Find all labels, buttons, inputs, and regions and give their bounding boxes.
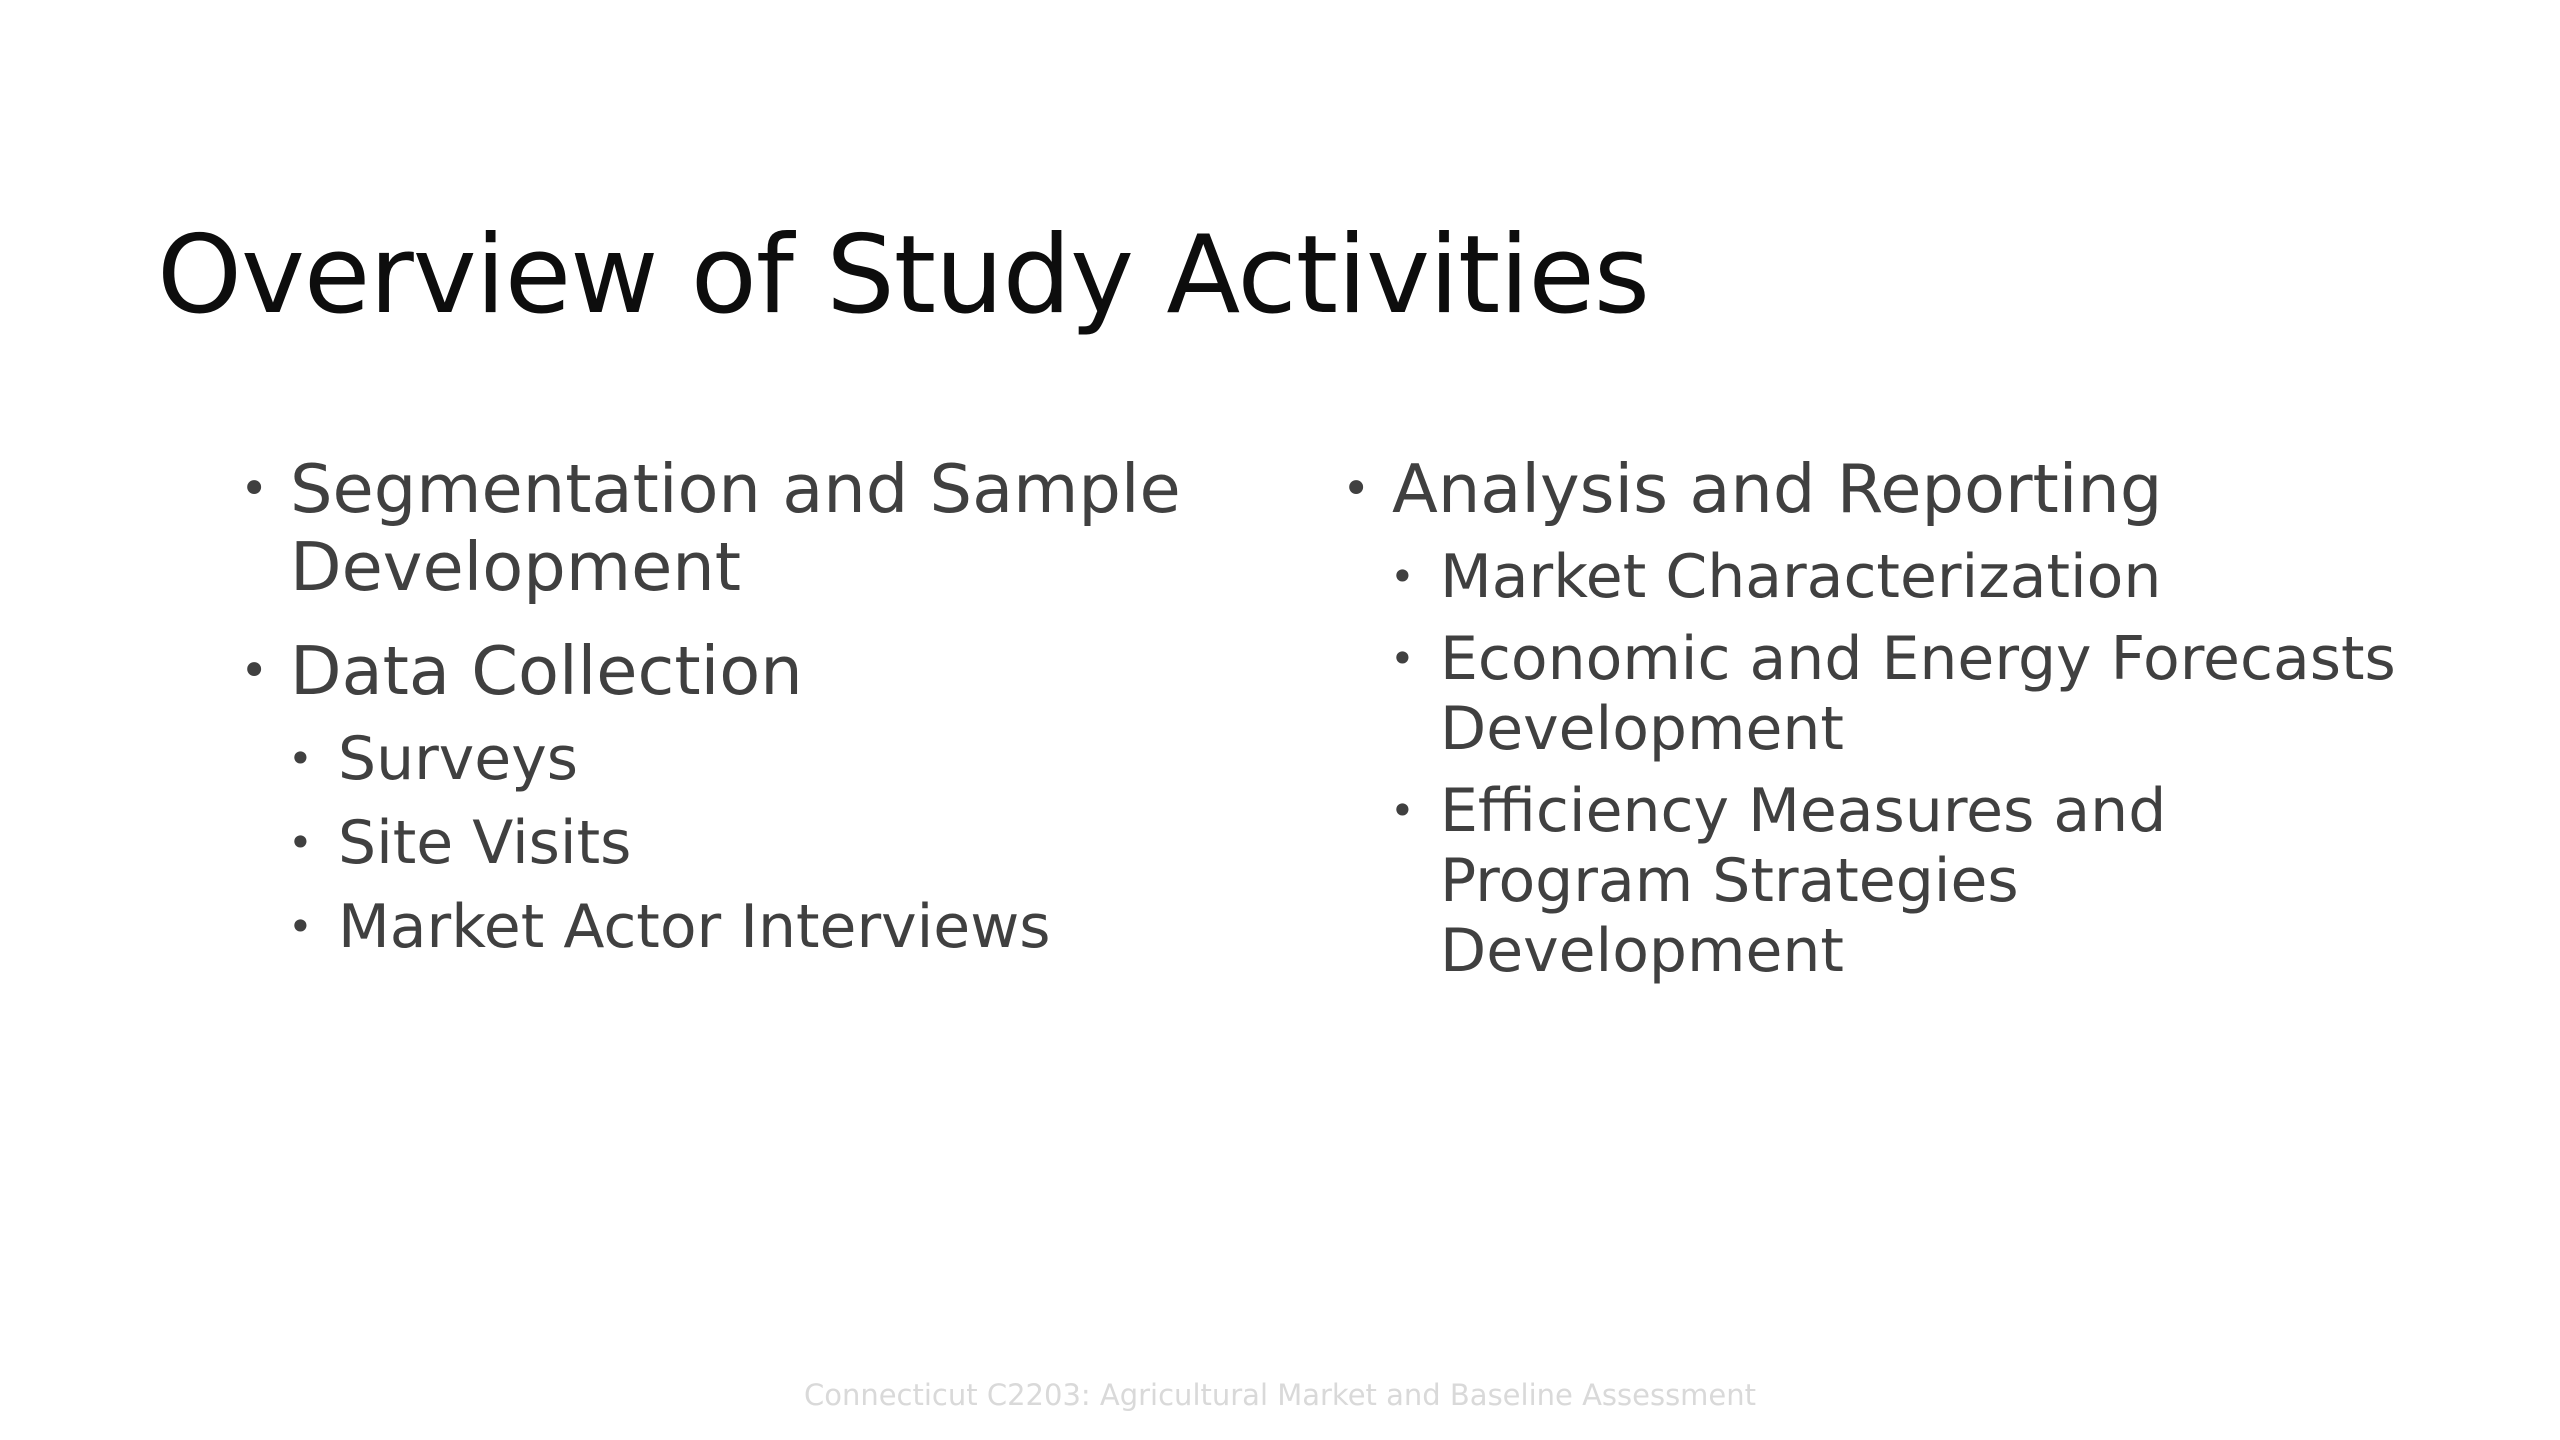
right-bullet-list xyxy=(1342,450,2542,528)
sub-bullet-line: Program Strategies xyxy=(1440,846,2019,916)
bullet-glyph: • xyxy=(1342,461,1371,517)
bullet-item-data-collection xyxy=(240,632,1240,710)
slide-title: Overview of Study Activities xyxy=(157,213,1650,338)
sub-bullet-label: Market Actor Interviews xyxy=(338,892,1051,962)
sub-bullet-efficiency-measures xyxy=(1390,776,2542,986)
analysis-reporting-sublist xyxy=(1342,542,2542,986)
bullet-glyph: • xyxy=(288,818,313,867)
sub-bullet-line: Development xyxy=(1440,694,1844,764)
left-bullet-list xyxy=(240,450,1240,710)
bullet-line: Analysis and Reporting xyxy=(1392,450,2163,528)
right-content-column xyxy=(1342,450,2542,998)
sub-bullet-forecasts-development xyxy=(1390,624,2542,764)
sub-bullet-label: Market Characterization xyxy=(1440,542,2162,612)
bullet-glyph: • xyxy=(240,461,269,517)
bullet-line: Development xyxy=(290,528,742,606)
bullet-line: Segmentation and Sample xyxy=(290,450,1181,528)
sub-bullet-market-characterization xyxy=(1390,542,2542,612)
bullet-glyph: • xyxy=(288,902,313,951)
bullet-glyph: • xyxy=(1390,634,1415,683)
sub-bullet-label: Surveys xyxy=(338,724,578,794)
bullet-item-analysis-reporting xyxy=(1342,450,2542,528)
sub-bullet-surveys xyxy=(288,724,1240,794)
sub-bullet-line: Economic and Energy Forecasts xyxy=(1440,624,2396,694)
bullet-item-segmentation xyxy=(240,450,1240,606)
sub-bullet-label: Site Visits xyxy=(338,808,632,878)
sub-bullet-line: Efficiency Measures and xyxy=(1440,776,2167,846)
sub-bullet-market-actor-interviews xyxy=(288,892,1240,962)
slide-footer: Connecticut C2203: Agricultural Market and Baseline Assessment xyxy=(803,1378,1757,1412)
left-content-column xyxy=(240,450,1240,976)
data-collection-sublist xyxy=(240,724,1240,962)
bullet-glyph: • xyxy=(288,734,313,783)
bullet-glyph: • xyxy=(240,643,269,699)
sub-bullet-line: Development xyxy=(1440,916,1844,986)
bullet-line: Data Collection xyxy=(290,632,803,710)
sub-bullet-site-visits xyxy=(288,808,1240,878)
bullet-glyph: • xyxy=(1390,552,1415,601)
bullet-glyph: • xyxy=(1390,786,1415,835)
